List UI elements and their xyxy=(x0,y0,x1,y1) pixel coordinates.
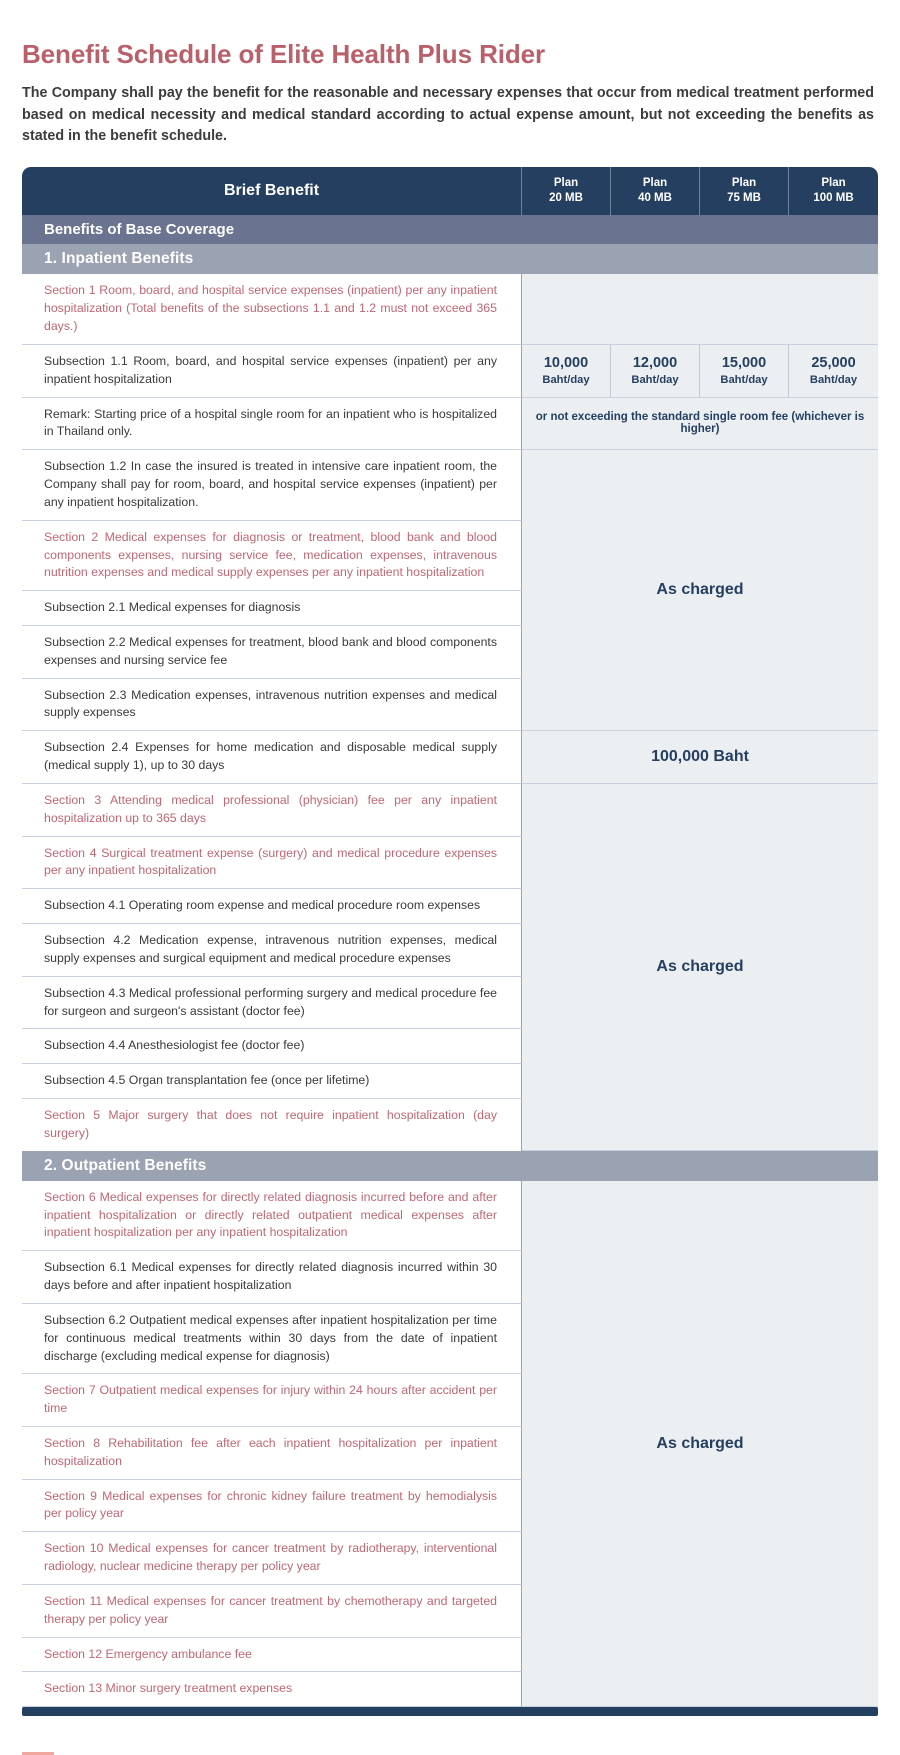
row-label-section-7: Section 7 Outpatient medical expenses for injury within 24 hours after accident per time xyxy=(22,1374,522,1427)
row-label-section-11: Section 11 Medical expenses for cancer treatment by chemotherapy and targeted therapy per policy year xyxy=(22,1585,522,1638)
table-row xyxy=(22,274,878,344)
amount-unit: Baht/day xyxy=(720,373,768,386)
row-label-remark-1: Remark: Starting price of a hospital single room for an inpatient who is hospitalized in Thailand only. xyxy=(22,398,522,451)
amount-number: 25,000 xyxy=(811,355,856,371)
row-label-section-1: Section 1 Room, board, and hospital service expenses (inpatient) per any inpatient hospitalization (Total benefits of the subsections 1.1 and 1.2 must not exceed 365 days.) xyxy=(22,274,522,344)
row-label-subsection-2-1: Subsection 2.1 Medical expenses for diagnosis xyxy=(22,591,522,626)
row-label-section-8: Section 8 Rehabilitation fee after each inpatient hospitalization per inpatient hospitalization xyxy=(22,1427,522,1480)
row-label-section-3: Section 3 Attending medical professional (physician) fee per any inpatient hospitalization up to 365 days xyxy=(22,784,522,837)
row-label-section-13: Section 13 Minor surgery treatment expenses xyxy=(22,1672,522,1707)
intro-paragraph: The Company shall pay the benefit for the reasonable and necessary expenses that occur from medical treatment performed based on medical necessity and medical standard according to actual expense amount, but not exceeding the benefits as stated in the benefit schedule. xyxy=(22,84,874,145)
plan-value: 100 MB xyxy=(813,192,854,205)
column-header-brief-benefit: Brief Benefit xyxy=(22,167,522,215)
column-header-plan-40mb xyxy=(611,167,700,215)
row-label-subsection-4-1: Subsection 4.1 Operating room expense and medical procedure room expenses xyxy=(22,889,522,924)
row-label-subsection-4-5: Subsection 4.5 Organ transplantation fee (once per lifetime) xyxy=(22,1064,522,1099)
row-value-as-charged-block-1: As charged xyxy=(522,450,878,731)
row-value-subsection-1-1-plan-20mb xyxy=(522,345,611,398)
band-outpatient-benefits xyxy=(22,1151,878,1181)
band-base-coverage-label: Benefits of Base Coverage xyxy=(22,215,878,244)
row-label-section-12: Section 12 Emergency ambulance fee xyxy=(22,1638,522,1673)
row-label-section-4: Section 4 Surgical treatment expense (surgery) and medical procedure expenses per any inpatient hospitalization xyxy=(22,837,522,890)
row-label-section-10: Section 10 Medical expenses for cancer treatment by radiotherapy, interventional radiology, nuclear medicine therapy per policy year xyxy=(22,1532,522,1585)
row-label-subsection-4-3: Subsection 4.3 Medical professional performing surgery and medical procedure fee for surgeon and surgeon's assistant (doctor fee) xyxy=(22,977,522,1030)
table-row xyxy=(22,450,878,520)
row-value-home-medication: 100,000 Baht xyxy=(522,731,878,784)
row-label-subsection-4-4: Subsection 4.4 Anesthesiologist fee (doctor fee) xyxy=(22,1029,522,1064)
row-label-subsection-2-4: Subsection 2.4 Expenses for home medication and disposable medical supply (medical supply 1), up to 30 days xyxy=(22,731,522,784)
plan-value: 20 MB xyxy=(549,192,583,205)
amount-unit: Baht/day xyxy=(631,373,679,386)
band-inpatient-benefits xyxy=(22,244,878,274)
table-row xyxy=(22,1181,878,1251)
table-row xyxy=(22,731,878,784)
amount-unit: Baht/day xyxy=(542,373,590,386)
row-label-subsection-4-2: Subsection 4.2 Medication expense, intravenous nutrition expenses, medical supply expenses and surgical equipment and medical procedure expenses xyxy=(22,924,522,977)
row-label-subsection-1-1: Subsection 1.1 Room, board, and hospital service expenses (inpatient) per any inpatient hospitalization xyxy=(22,345,522,398)
band-inpatient-label: 1. Inpatient Benefits xyxy=(22,244,878,274)
row-label-section-5: Section 5 Major surgery that does not require inpatient hospitalization (day surgery) xyxy=(22,1099,522,1151)
row-label-section-6: Section 6 Medical expenses for directly related diagnosis incurred before and after inpatient hospitalization or directly related outpatient medical expenses after inpatient hospitalization per any inpatient hospitalization xyxy=(22,1181,522,1251)
row-label-subsection-6-2: Subsection 6.2 Outpatient medical expenses after inpatient hospitalization per time for continuous medical treatments within 30 days from the date of inpatient discharge (excluding medical expense for diagnosis) xyxy=(22,1304,522,1374)
row-value-subsection-1-1-plan-100mb xyxy=(789,345,878,398)
plan-value: 40 MB xyxy=(638,192,672,205)
table-header-row xyxy=(22,167,878,215)
page-title: Benefit Schedule of Elite Health Plus Rider xyxy=(22,39,546,69)
table-row xyxy=(22,784,878,837)
amount-unit: Baht/day xyxy=(809,373,858,386)
amount-number: 10,000 xyxy=(543,355,589,371)
row-value-room-note: or not exceeding the standard single room fee (whichever is higher) xyxy=(522,398,878,451)
plan-label: Plan xyxy=(731,177,757,190)
row-value-subsection-1-1-plan-75mb xyxy=(700,345,789,398)
plan-label: Plan xyxy=(821,177,846,190)
plan-label: Plan xyxy=(642,177,668,190)
amount-number: 12,000 xyxy=(632,355,678,371)
plan-value: 75 MB xyxy=(727,192,761,205)
row-label-subsection-1-2: Subsection 1.2 In case the insured is treated in intensive care inpatient room, the Company shall pay for room, board, and hospital service expenses (inpatient) per any inpatient hospitalization. xyxy=(22,450,522,520)
row-label-subsection-6-1: Subsection 6.1 Medical expenses for directly related diagnosis incurred within 30 days before and after inpatient hospitalization xyxy=(22,1251,522,1304)
row-value-subsection-1-1-plan-40mb xyxy=(611,345,700,398)
column-header-plan-75mb xyxy=(700,167,789,215)
band-outpatient-label: 2. Outpatient Benefits xyxy=(22,1151,878,1181)
plan-label: Plan xyxy=(553,177,579,190)
row-value-section-1-empty xyxy=(522,274,878,344)
row-value-as-charged-block-2: As charged xyxy=(522,784,878,1151)
table-row xyxy=(22,345,878,398)
column-header-plan-100mb xyxy=(789,167,878,215)
table-row xyxy=(22,398,878,451)
table-footer-bar xyxy=(22,1707,878,1716)
band-base-coverage xyxy=(22,215,878,244)
amount-number: 15,000 xyxy=(721,355,767,371)
row-label-section-2: Section 2 Medical expenses for diagnosis or treatment, blood bank and blood components expenses, nursing service fee, medication expenses, intravenous nutrition expenses and medical supply expenses per any inpatient hospitalization xyxy=(22,521,522,591)
benefit-schedule-table xyxy=(22,167,878,1707)
row-value-as-charged-block-3: As charged xyxy=(522,1181,878,1708)
column-header-plan-20mb xyxy=(522,167,611,215)
row-label-subsection-2-2: Subsection 2.2 Medical expenses for treatment, blood bank and blood components expenses and nursing service fee xyxy=(22,626,522,679)
row-label-subsection-2-3: Subsection 2.3 Medication expenses, intravenous nutrition expenses and medical supply expenses xyxy=(22,679,522,732)
row-label-section-9: Section 9 Medical expenses for chronic kidney failure treatment by hemodialysis per policy year xyxy=(22,1480,522,1533)
